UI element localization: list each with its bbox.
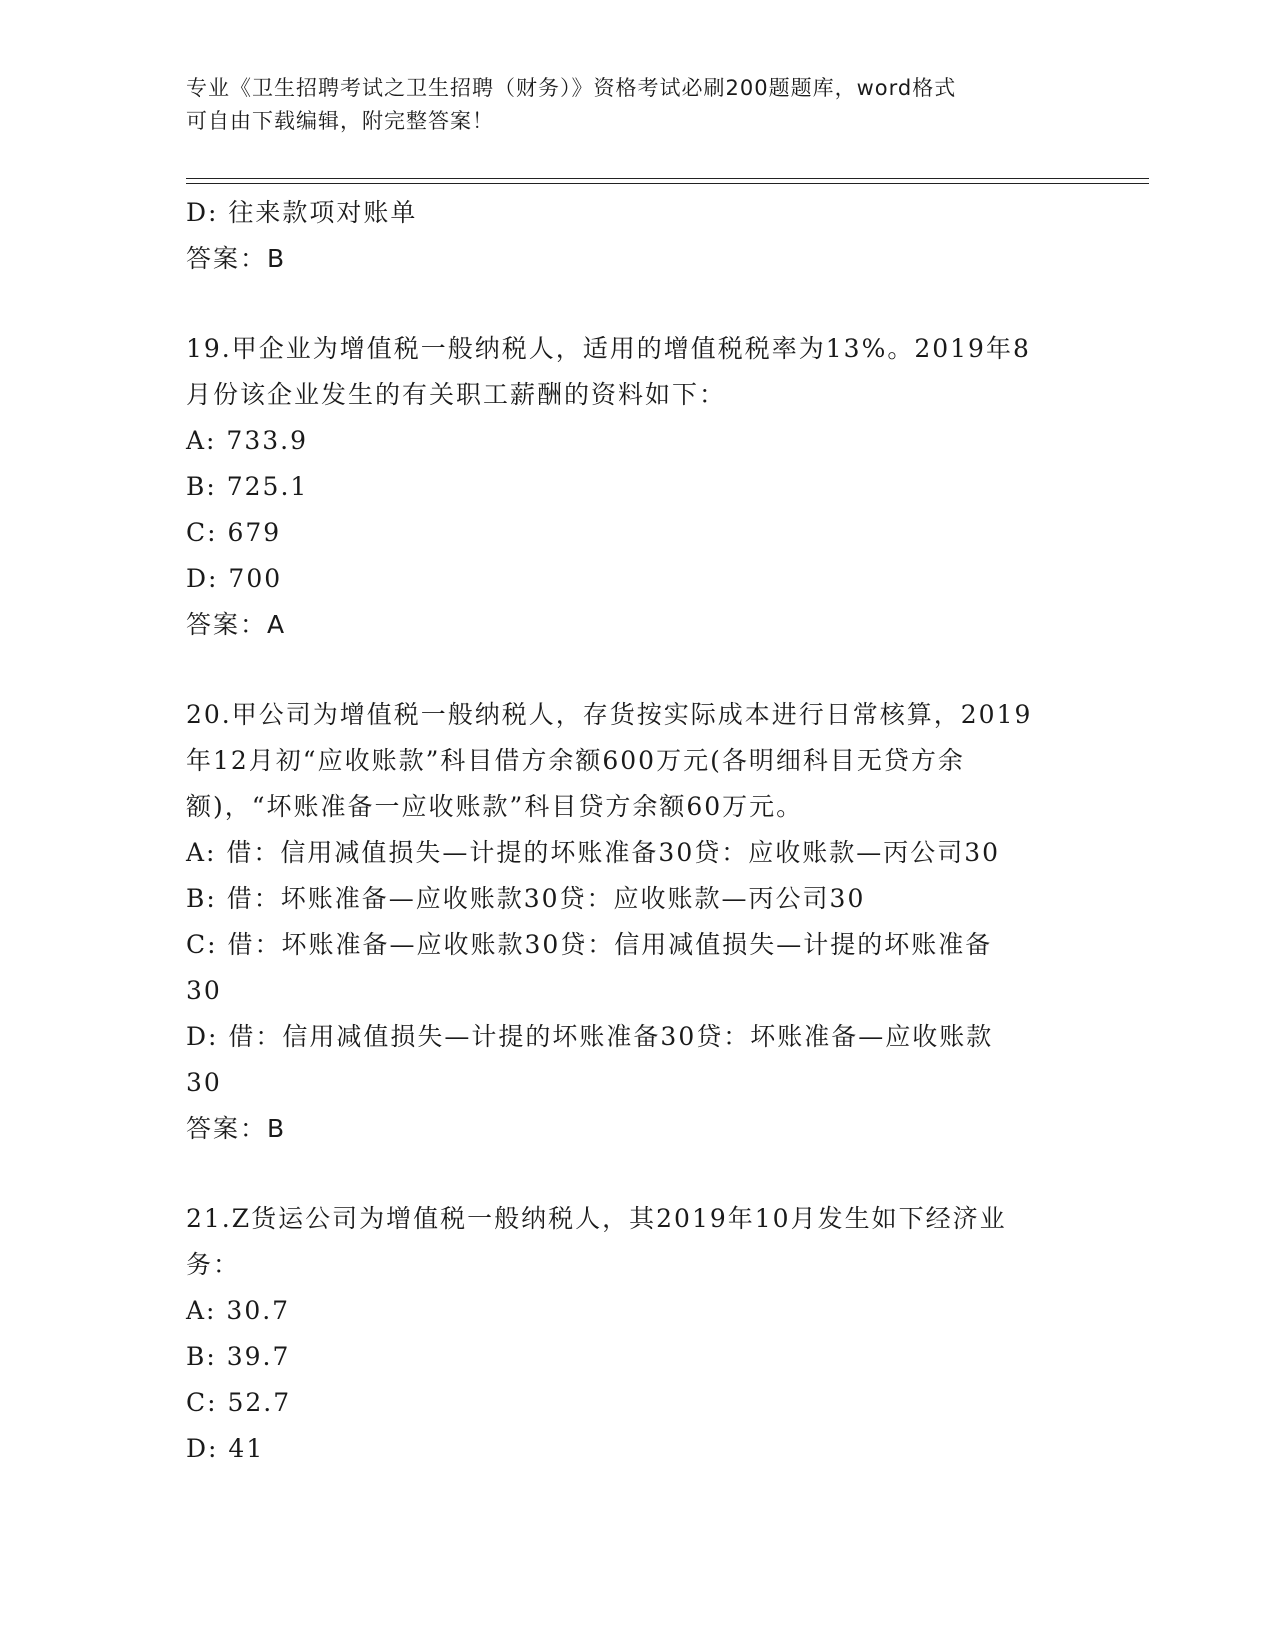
question-20: [186, 692, 1086, 1152]
question-text-line: 额)，“坏账准备一应收账款”科目贷方余额60万元。: [186, 792, 804, 821]
option-a: A: 733.9: [186, 426, 308, 455]
question-text-line: 19.甲企业为增值税一般纳税人，适用的增值税税率为13%。2019年8: [186, 334, 1031, 363]
question-text-line: 20.甲公司为增值税一般纳税人，存货按实际成本进行日常核算，2019: [186, 700, 1033, 729]
option-d: D: 41: [186, 1434, 265, 1463]
question-19: [186, 326, 1086, 648]
header-rule-bottom: [186, 183, 1149, 184]
option-b: B: 39.7: [186, 1342, 291, 1371]
answer: 答案：A: [186, 610, 287, 639]
option-a: A: 借：信用减值损失—计提的坏账准备30贷：应收账款—丙公司30: [186, 838, 1001, 867]
option-d: D: 700: [186, 564, 283, 593]
document-header: [186, 72, 1066, 138]
option-d-continued: 30: [186, 1068, 222, 1097]
question-text-line: 务：: [186, 1250, 241, 1279]
question-21: [186, 1196, 1086, 1472]
option-a: A: 30.7: [186, 1296, 291, 1325]
question-text-line: 21.Z货运公司为增值税一般纳税人，其2019年10月发生如下经济业: [186, 1204, 1007, 1233]
option-b: B: 借：坏账准备—应收账款30贷：应收账款—丙公司30: [186, 884, 866, 913]
previous-question-tail: [186, 190, 1086, 282]
header-rule-top: [186, 178, 1149, 179]
answer: 答案：B: [186, 244, 287, 273]
document-body: [186, 190, 1086, 1472]
option-c: C: 52.7: [186, 1388, 292, 1417]
option-c-continued: 30: [186, 976, 222, 1005]
option-b: B: 725.1: [186, 472, 309, 501]
header-line-1: 专业《卫生招聘考试之卫生招聘（财务）》资格考试必刷200题题库，word格式: [186, 76, 957, 100]
answer: 答案：B: [186, 1114, 287, 1143]
question-text-line: 月份该企业发生的有关职工薪酬的资料如下：: [186, 380, 727, 409]
option-d: D: 往来款项对账单: [186, 198, 418, 227]
option-c: C: 679: [186, 518, 282, 547]
question-text-line: 年12月初“应收账款”科目借方余额600万元(各明细科目无贷方余: [186, 746, 965, 775]
option-d: D: 借：信用减值损失—计提的坏账准备30贷：坏账准备—应收账款: [186, 1022, 994, 1051]
header-line-2: 可自由下载编辑，附完整答案！: [186, 109, 494, 133]
option-c: C: 借：坏账准备—应收账款30贷：信用减值损失—计提的坏账准备: [186, 930, 993, 959]
